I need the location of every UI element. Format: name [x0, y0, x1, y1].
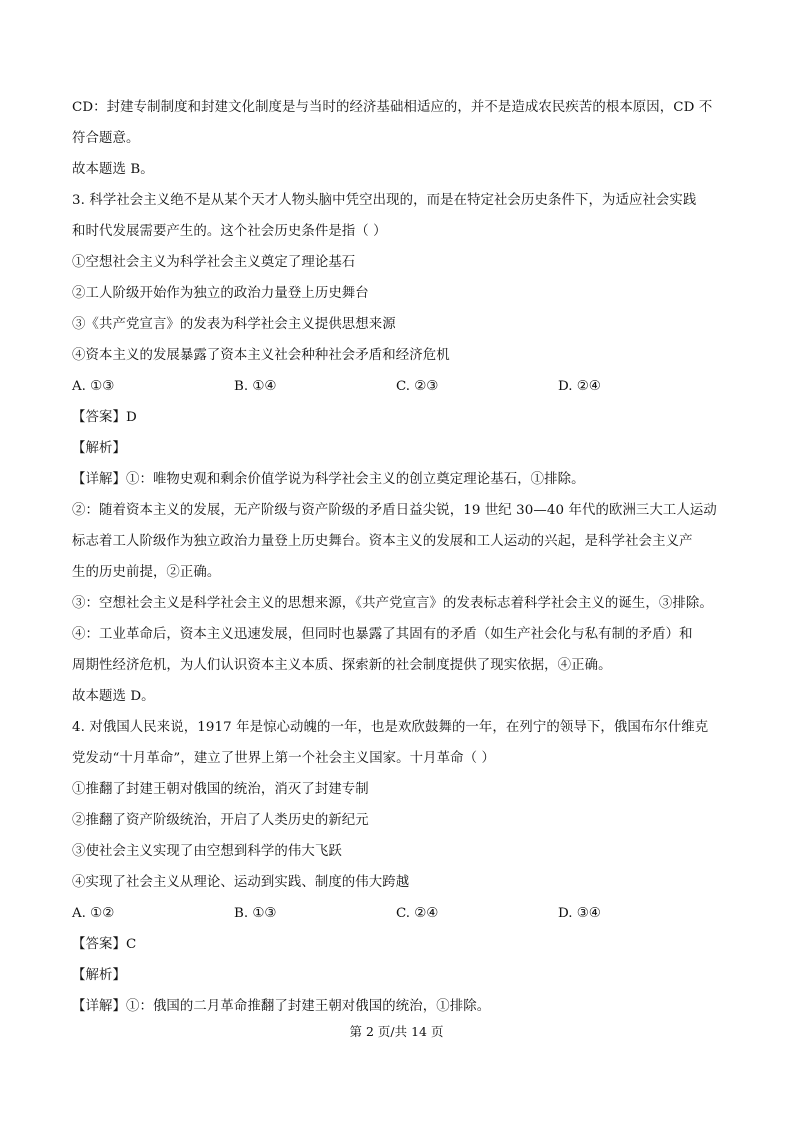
explanation-line: 【详解】①：俄国的二月革命推翻了封建王朝对俄国的统治，①排除。: [72, 999, 491, 1014]
question-3-option: ③《共产党宣言》的发表为科学社会主义提供思想来源: [72, 317, 396, 332]
choice-d: D. ②④: [558, 379, 601, 394]
explanation-line: 标志着工人阶级作为独立政治力量登上历史舞台。资本主义的发展和工人运动的兴起，是科学社会主义产: [72, 534, 693, 549]
answer-label: 【答案】C: [72, 937, 137, 952]
question-3-option: ④资本主义的发展暴露了资本主义社会种种社会矛盾和经济危机: [72, 348, 450, 363]
question-4-stem: 4. 对俄国人民来说，1917 年是惊心动魄的一年，也是欢欣鼓舞的一年，在列宁的领导下，俄国布尔什维克: [72, 720, 709, 735]
explanation-line: ④：工业革命后，资本主义迅速发展，但同时也暴露了其固有的矛盾（如生产社会化与私有制的矛盾）和: [72, 627, 693, 642]
question-3-stem: 3. 科学社会主义绝不是从某个天才人物头脑中凭空出现的，而是在特定社会历史条件下，为适应社会实践: [72, 193, 697, 208]
explanation-line: ③：空想社会主义是科学社会主义的思想来源，《共产党宣言》的发表标志着科学社会主义的诞生，③排除。: [72, 596, 713, 611]
answer-label: 【答案】D: [72, 410, 137, 425]
text-line: CD：封建专制制度和封建文化制度是与当时的经济基础相适应的，并不是造成农民疾苦的根本原因，CD 不: [72, 100, 713, 115]
choice-b: B. ①④: [234, 379, 277, 394]
question-4-choices: [72, 898, 722, 929]
choice-d: D. ③④: [558, 906, 601, 921]
choice-a: A. ①③: [72, 379, 115, 394]
question-4-option: ②推翻了资产阶级统治，开启了人类历史的新纪元: [72, 813, 369, 828]
text-line: 故本题选 B。: [72, 162, 154, 177]
question-4-option: ④实现了社会主义从理论、运动到实践、制度的伟大跨越: [72, 875, 410, 890]
question-3-option: ①空想社会主义为科学社会主义奠定了理论基石: [72, 255, 356, 270]
explanation-line: 【详解】①：唯物史观和剩余价值学说为科学社会主义的创立奠定理论基石，①排除。: [72, 472, 585, 487]
question-3-option: ②工人阶级开始作为独立的政治力量登上历史舞台: [72, 286, 369, 301]
explanation-line: 周期性经济危机，为人们认识资本主义本质、探索新的社会制度提供了现实依据，④正确。: [72, 658, 612, 673]
question-4-option: ①推翻了封建王朝对俄国的统治，消灭了封建专制: [72, 782, 369, 797]
choice-a: A. ①②: [72, 906, 115, 921]
document-body: [72, 92, 722, 1022]
question-4-stem: 党发动“十月革命”，建立了世界上第一个社会主义国家。十月革命（ ）: [72, 751, 495, 766]
explanation-line: ②：随着资本主义的发展，无产阶级与资产阶级的矛盾日益尖锐，19 世纪 30—40 年代的欧洲三大工人运动: [72, 503, 717, 518]
conclusion-line: 故本题选 D。: [72, 689, 155, 704]
question-3-choices: [72, 371, 722, 402]
choice-c: C. ②④: [396, 906, 439, 921]
analysis-label: 【解析】: [72, 968, 126, 983]
question-4-option: ③使社会主义实现了由空想到科学的伟大飞跃: [72, 844, 342, 859]
analysis-label: 【解析】: [72, 441, 126, 456]
choice-c: C. ②③: [396, 379, 439, 394]
text-line: 符合题意。: [72, 131, 140, 146]
explanation-line: 生的历史前提，②正确。: [72, 565, 221, 580]
question-3-stem: 和时代发展需要产生的。这个社会历史条件是指（ ）: [72, 224, 387, 239]
page-footer: 第 2 页/共 14 页: [349, 1024, 444, 1039]
choice-b: B. ①③: [234, 906, 277, 921]
